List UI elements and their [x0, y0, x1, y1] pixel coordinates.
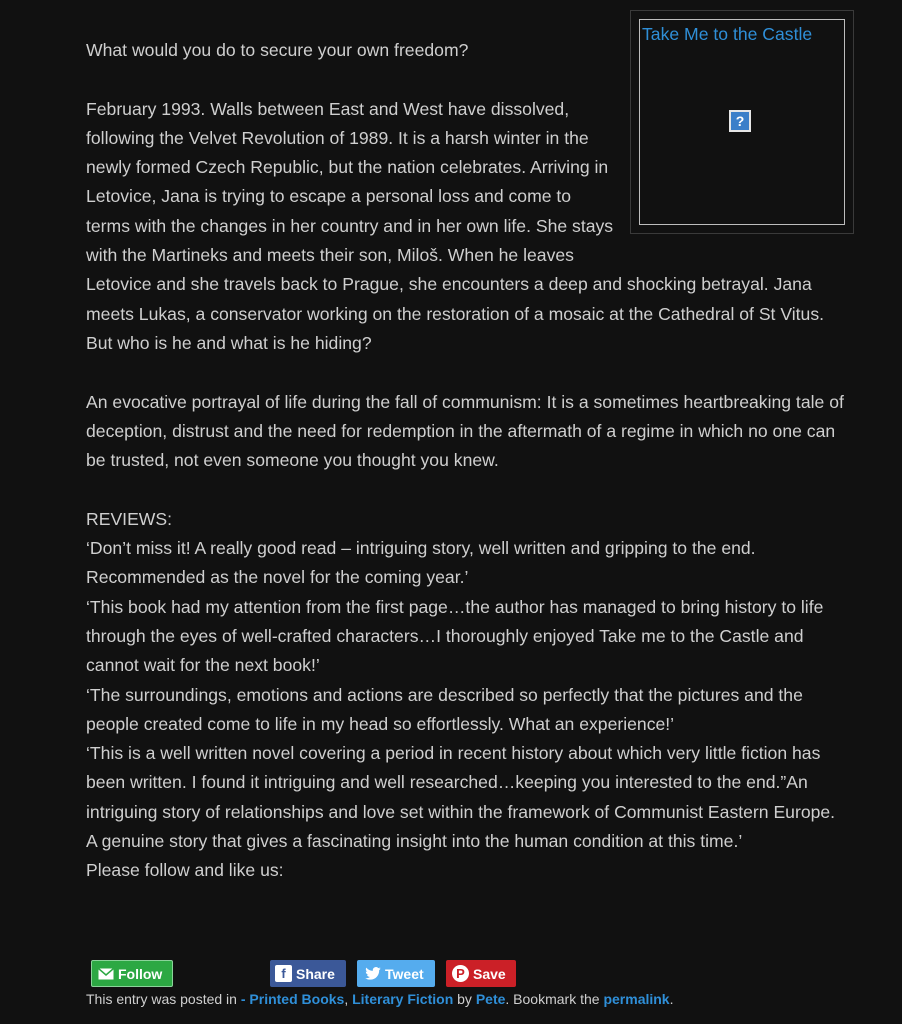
synopsis: February 1993. Walls between East and West have dissolved, following the Velvet Revolution of 1989. It is a harsh winter in the newly formed Czech Republic, but the nation celebrates. Arriving in Letovice, Jana is trying to escape a personal loss and come to terms with the changes in her country and in her own life. She stays with the Martineks and meets their son, Miloš. When he leaves Letovice and she travels back to Prague, she encounters a deep and shocking betrayal. Jana meets Lukas, a conservator working on the restoration of a mosaic at the Cathedral of St Vitus. But who is he and what is he hiding?	[86, 98, 825, 353]
review-4: ‘This is a well written novel covering a period in recent history about which very little fiction has been written. I found it intriguing and well researched…keeping you interested to the end.”An intriguing story of relationships and love set within the framework of Communist Eastern Europe. A genuine story that gives a fascinating insight into the human condition at this time.’	[86, 743, 836, 852]
category-link-printed-books[interactable]: - Printed Books	[240, 991, 345, 1007]
share-label: Share	[296, 965, 335, 982]
follow-prompt: Please follow and like us:	[86, 860, 284, 881]
tweet-button[interactable]	[357, 960, 435, 987]
tagline: What would you do to secure your own freedom?	[86, 40, 469, 60]
envelope-icon	[97, 965, 114, 982]
pinterest-icon: P	[452, 965, 469, 982]
review-2: ‘This book had my attention from the first page…the author has managed to bring history to life through the eyes of well-crafted characters…I thoroughly enjoyed Take me to the Castle and cannot wait for the next book!’	[86, 596, 824, 676]
portrayal: An evocative portrayal of life during the fall of communism: It is a sometimes heartbreaking tale of deception, distrust and the need for redemption in the aftermath of a regime in which no one can be trusted, not even someone you thought you knew.	[86, 391, 844, 471]
post-content	[86, 24, 846, 886]
broken-image-icon[interactable]: ?	[729, 110, 751, 132]
follow-button[interactable]	[91, 960, 173, 987]
category-separator: ,	[344, 991, 353, 1007]
share-button[interactable]	[270, 960, 346, 987]
by-text: by	[453, 991, 476, 1007]
author-link[interactable]: Pete	[475, 991, 506, 1007]
book-title-link[interactable]: Take Me to the Castle	[642, 24, 813, 44]
follow-label: Follow	[118, 965, 163, 982]
category-link-literary-fiction[interactable]: Literary Fiction	[352, 991, 454, 1007]
save-label: Save	[473, 965, 506, 982]
entry-meta-text: This entry was posted in	[86, 991, 241, 1007]
facebook-icon: f	[275, 965, 292, 982]
book-widget	[630, 10, 854, 234]
book-widget-frame	[639, 19, 845, 225]
save-button[interactable]	[446, 960, 516, 987]
reviews-heading: REVIEWS:	[86, 508, 173, 529]
permalink-link[interactable]: permalink	[603, 991, 670, 1007]
twitter-bird-icon	[364, 965, 381, 982]
tweet-label: Tweet	[385, 965, 424, 982]
bookmark-text: . Bookmark the	[505, 991, 604, 1007]
review-3: ‘The surroundings, emotions and actions are described so perfectly that the pictures and the people created come to life in my head so effortlessly. What an experience!’	[86, 684, 803, 734]
review-1: ‘Don’t miss it! A really good read – intriguing story, well written and gripping to the end. Recommended as the novel for the coming year.’	[86, 538, 756, 588]
entry-meta	[86, 989, 673, 1009]
footer-period: .	[669, 991, 674, 1007]
